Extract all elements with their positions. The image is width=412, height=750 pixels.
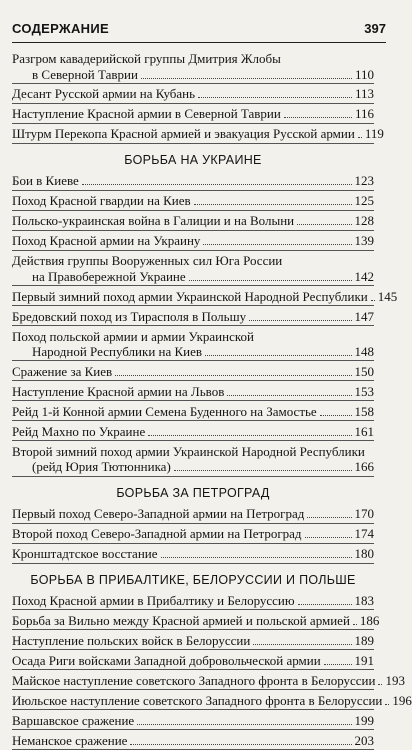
dot-leader (371, 300, 375, 301)
toc-entry-title: Наступление Красной армии в Северной Таврии (12, 106, 281, 121)
dot-leader (205, 355, 351, 356)
toc-entry (12, 251, 374, 286)
toc-entry-page: 150 (355, 364, 375, 379)
dot-leader (189, 280, 352, 281)
toc-entry (12, 610, 374, 630)
toc-section-petrograd (12, 486, 374, 564)
toc-section-continuation (12, 49, 374, 144)
toc-entry (12, 191, 374, 211)
toc-entry (12, 171, 374, 191)
dot-leader (82, 184, 352, 185)
toc-entry (12, 211, 374, 231)
toc-entry-page: 170 (355, 506, 375, 521)
toc-entry (12, 710, 374, 730)
toc-entry-title-line2 (12, 269, 374, 285)
toc-entry (12, 504, 374, 524)
dot-leader (385, 704, 389, 705)
toc-entry-page: 119 (365, 126, 384, 141)
toc-entry-title: Варшавское сражение (12, 713, 134, 728)
toc-entry-title: Поход Красной гвардии на Киев (12, 193, 191, 208)
toc-entry (12, 231, 374, 251)
toc-section-baltic (12, 573, 374, 750)
toc-entry-page: 180 (355, 546, 375, 561)
toc-entry (12, 286, 374, 306)
toc-entry-page: 199 (355, 713, 375, 728)
toc-entry-title: Польско-украинская война в Галиции и на Волыни (12, 213, 294, 228)
dot-leader (320, 415, 352, 416)
dot-leader (174, 470, 352, 471)
toc-entry-title: Первый зимний поход армии Украинской Народной Республики (12, 289, 368, 304)
toc-entry (12, 670, 374, 690)
dot-leader (307, 517, 351, 518)
toc-entry (12, 361, 374, 381)
section-title: БОРЬБА НА УКРАИНЕ (12, 153, 374, 167)
toc-entry (12, 630, 374, 650)
toc-entry (12, 84, 374, 104)
section-title: БОРЬБА ЗА ПЕТРОГРАД (12, 486, 374, 500)
toc-entry-page: 189 (355, 633, 375, 648)
toc-entry-title: (рейд Юрия Тютюнника) (32, 459, 171, 474)
toc-entry-page: 191 (355, 653, 375, 668)
toc-entry-page: 125 (355, 193, 375, 208)
toc-entry (12, 690, 374, 710)
toc-entry-title: Десант Русской армии на Кубань (12, 86, 195, 101)
toc-entry-title-line2 (12, 459, 374, 475)
toc-entry-page: 110 (355, 67, 374, 82)
dot-leader (198, 97, 352, 98)
toc-entry-title: Народной Республики на Киев (32, 344, 202, 359)
toc-entry-title-line1: Действия группы Вооруженных сил Юга России (12, 253, 374, 268)
dot-leader (227, 395, 351, 396)
toc-entry-page: 196 (392, 693, 412, 708)
dot-leader (324, 664, 352, 665)
dot-leader (298, 604, 352, 605)
toc-entry-title: Первый поход Северо-Западной армии на Петроград (12, 506, 304, 521)
toc-entry (12, 104, 374, 124)
toc-entry (12, 49, 374, 84)
toc-entry (12, 124, 374, 144)
page-number: 397 (364, 21, 386, 36)
toc-entry-page: 139 (355, 233, 375, 248)
section-title: БОРЬБА В ПРИБАЛТИКЕ, БЕЛОРУССИИ И ПОЛЬШЕ (12, 573, 374, 587)
dot-leader (130, 744, 351, 745)
toc-entry (12, 326, 374, 361)
toc-entry-page: 161 (355, 424, 375, 439)
dot-leader (297, 224, 351, 225)
toc-entry-page: 128 (355, 213, 375, 228)
toc-entry-page: 142 (355, 269, 375, 284)
toc-entry-title: Поход Красной армии в Прибалтику и Белоруссию (12, 593, 295, 608)
toc-entry (12, 544, 374, 564)
toc-entry (12, 650, 374, 670)
toc-entry-title: Борьба за Вильно между Красной армией и польской армией (12, 613, 350, 628)
toc-entry-title: Июльское наступление советского Западного фронта в Белоруссии (12, 693, 382, 708)
toc-entry-page: 113 (355, 86, 374, 101)
toc-entry-title-line1: Второй зимний поход армии Украинской Народной Республики (12, 444, 374, 459)
toc-entry-title: Наступление Красной армии на Львов (12, 384, 224, 399)
toc-entry (12, 591, 374, 611)
toc-entry-title-line2 (12, 344, 374, 360)
toc-entry-page: 193 (385, 673, 405, 688)
dot-leader (141, 78, 352, 79)
toc-entry-title: Штурм Перекопа Красной армией и эвакуация Русской армии (12, 126, 355, 141)
toc-entry-page: 166 (355, 459, 375, 474)
toc-entry-page: 203 (355, 733, 375, 748)
header-title: СОДЕРЖАНИЕ (12, 21, 109, 36)
toc-entry-page: 174 (355, 526, 375, 541)
toc-entry (12, 730, 374, 750)
toc-entry-title: Бредовский поход из Тирасполя в Польшу (12, 309, 246, 324)
toc-entry-title-line1: Поход польской армии и армии Украинской (12, 329, 374, 344)
dot-leader (203, 244, 351, 245)
toc-entry-title: Бои в Киеве (12, 173, 79, 188)
dot-leader (161, 557, 352, 558)
toc-entry (12, 401, 374, 421)
dot-leader (353, 624, 357, 625)
toc-entry (12, 441, 374, 476)
toc-entry-page: 153 (355, 384, 375, 399)
toc-entry (12, 421, 374, 441)
toc-entry (12, 381, 374, 401)
toc-entry (12, 524, 374, 544)
dot-leader (148, 435, 351, 436)
table-of-contents (12, 49, 374, 750)
dot-leader (115, 375, 351, 376)
toc-section-ukraine (12, 153, 374, 476)
dot-leader (358, 137, 362, 138)
toc-entry-page: 183 (355, 593, 375, 608)
toc-entry-title: Рейд Махно по Украине (12, 424, 145, 439)
toc-entry-title: Сражение за Киев (12, 364, 112, 379)
toc-entry-page: 148 (355, 344, 375, 359)
toc-entry-page: 116 (355, 106, 374, 121)
dot-leader (305, 537, 352, 538)
dot-leader (194, 204, 352, 205)
toc-entry-title: в Северной Таврии (32, 67, 138, 82)
toc-entry-title-line2 (12, 67, 374, 83)
toc-entry-page: 186 (360, 613, 380, 628)
toc-entry-title: Наступление польских войск в Белоруссии (12, 633, 250, 648)
dot-leader (249, 320, 351, 321)
toc-entry-page: 147 (355, 309, 375, 324)
dot-leader (253, 644, 351, 645)
toc-entry-title: Майское наступление советского Западного фронта в Белоруссии (12, 673, 375, 688)
toc-entry-page: 123 (355, 173, 375, 188)
toc-entry-title: Неманское сражение (12, 733, 127, 748)
toc-entry-title: Второй поход Северо-Западной армии на Петроград (12, 526, 302, 541)
dot-leader (284, 117, 352, 118)
toc-entry-page: 158 (355, 404, 375, 419)
toc-entry-title: Поход Красной армии на Украину (12, 233, 200, 248)
toc-entry-page: 145 (378, 289, 398, 304)
dot-leader (378, 684, 382, 685)
running-header (12, 20, 386, 43)
toc-entry-title: Кронштадтское восстание (12, 546, 158, 561)
dot-leader (137, 724, 351, 725)
toc-entry-title: Осада Риги войсками Западной добровольческой армии (12, 653, 321, 668)
toc-entry-title: на Правобережной Украине (32, 269, 186, 284)
toc-entry-title-line1: Разгром кавадерийской группы Дмитрия Жлобы (12, 51, 374, 66)
toc-entry-title: Рейд 1-й Конной армии Семена Буденного на Замостье (12, 404, 317, 419)
toc-entry (12, 306, 374, 326)
